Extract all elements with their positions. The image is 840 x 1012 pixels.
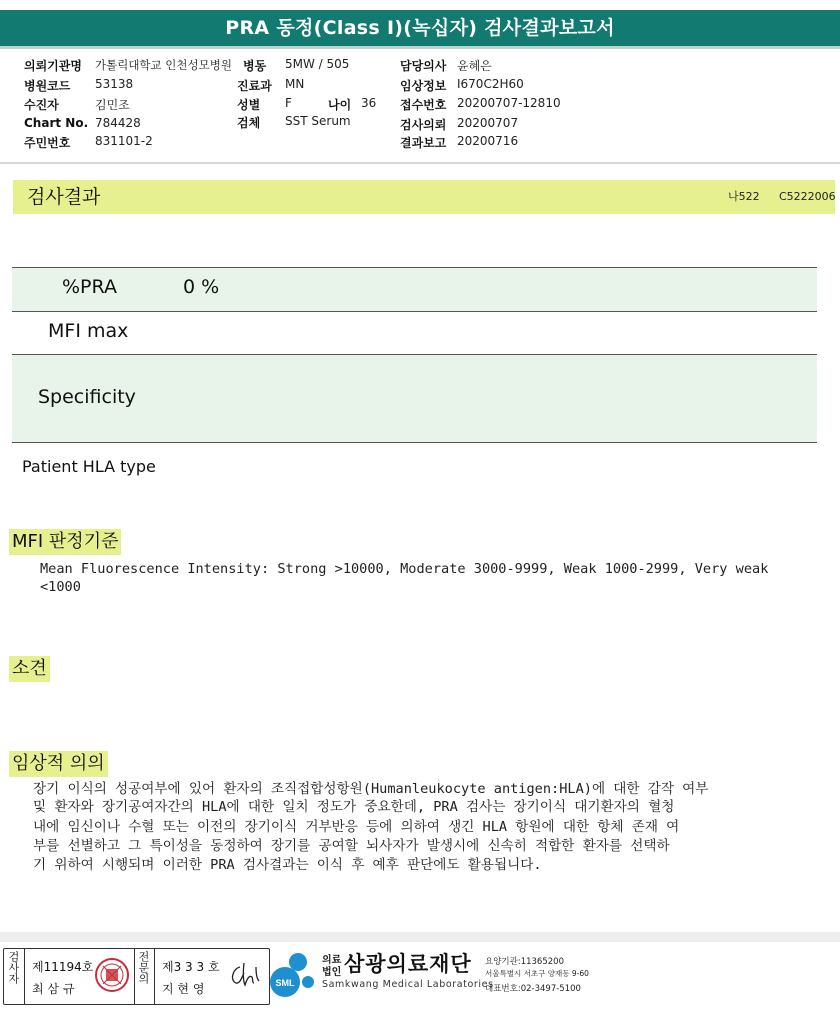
sml-logo-icon	[270, 948, 320, 1000]
request-value: 20200707	[457, 116, 519, 130]
clinical-significance-title: 임상적 의의	[9, 751, 108, 777]
mfi-criteria-title: MFI 판정기준	[9, 529, 121, 555]
examiner-name: 최 삼 규	[32, 982, 75, 996]
pra-value: 0 %	[183, 276, 220, 298]
footer-band	[0, 932, 840, 942]
significance-line: 기 위하여 시행되며 이러한 PRA 검사결과는 이식 후 예후 판단에도 활용됩니다.	[33, 857, 542, 873]
org-name: 삼광의료재단	[344, 952, 472, 976]
report-title: PRA 동정(Class I)(녹십자) 검사결과보고서	[225, 17, 615, 39]
patient-hla-label: Patient HLA type	[22, 457, 156, 476]
specialist-license-no: 제3 3 3 호	[162, 960, 220, 974]
sex-value: F	[285, 96, 292, 110]
result-code-2: C5222006	[779, 190, 836, 203]
rrn-value: 831101-2	[95, 134, 153, 148]
org-prefix-top: 의료	[322, 955, 342, 966]
significance-line: 부를 선별하고 그 특이성을 동정하여 장기를 공여할 뇌사자가 발생시에 신속히 적합한 환자를 선택하	[33, 838, 670, 854]
examiner-vertical-label: 검사자	[7, 951, 20, 984]
age-value: 36	[361, 96, 377, 110]
clinical-value: I670C2H60	[457, 77, 524, 91]
specimen-value: SST Serum	[285, 114, 351, 128]
significance-line: 및 환자와 장기공여자간의 HLA에 대한 일치 정도가 중요한데, PRA 검사는 장기이식 대기환자의 혈청	[33, 799, 675, 815]
reception-label: 접수번호	[400, 98, 447, 112]
hospcode-value: 53138	[95, 77, 134, 91]
signature-box	[3, 948, 270, 1005]
significance-line: 장기 이식의 성공여부에 있어 환자의 조직접합성항원(Humanleukocyte antigen:HLA)에 대한 감작 여부	[33, 781, 709, 797]
result-section-title: 검사결과	[27, 186, 101, 208]
report-date-value: 20200716	[457, 134, 519, 148]
age-label: 나이	[328, 98, 352, 112]
mfi-max-label: MFI max	[48, 320, 129, 342]
clinical-label: 임상정보	[400, 79, 447, 93]
dept-label: 진료과	[237, 79, 272, 93]
org-prefix-bottom: 법인	[322, 967, 342, 978]
specimen-label: 검체	[237, 116, 261, 130]
patient-value: 김민조	[95, 98, 130, 112]
findings-title: 소견	[9, 656, 50, 682]
care-institution-no: 요양기관:11365200	[485, 957, 564, 967]
ward-label: 병동	[243, 59, 267, 73]
doctor-value: 윤혜은	[457, 59, 492, 73]
signature-scribble-icon	[226, 959, 262, 991]
significance-line: 내에 임신이나 수혈 또는 이전의 장기이식 거부반응 등에 의하여 생긴 HLA 항원에 대한 항체 존재 여	[33, 819, 680, 835]
mfi-criteria-line-2: <1000	[40, 579, 81, 595]
chart-label: Chart No.	[24, 116, 89, 130]
pra-label: %PRA	[62, 276, 117, 298]
chart-value: 784428	[95, 116, 141, 130]
sign-divider	[154, 949, 155, 1004]
specialist-vertical-label: 전문의	[137, 951, 150, 984]
inst-value: 가톨릭대학교 인천성모병원	[95, 58, 232, 72]
header-divider	[0, 162, 840, 164]
result-section-banner	[13, 180, 835, 214]
request-label: 검사의뢰	[400, 118, 447, 132]
sign-divider	[134, 949, 135, 1004]
hospcode-label: 병원코드	[24, 79, 71, 93]
result-code-1: 나522	[728, 190, 760, 203]
seal-stamp-icon	[94, 957, 130, 993]
sign-divider	[24, 949, 25, 1004]
reception-value: 20200707-12810	[457, 96, 561, 110]
table-line	[12, 354, 817, 355]
examiner-license-no: 제11194호	[32, 960, 94, 974]
sex-label: 성별	[237, 98, 261, 112]
rrn-label: 주민번호	[24, 136, 71, 150]
title-divider	[0, 46, 840, 49]
patient-label: 수진자	[24, 98, 59, 112]
org-address: 서울특별시 서초구 양재동 9-60	[485, 969, 589, 978]
doctor-label: 담당의사	[400, 59, 447, 73]
dept-value: MN	[285, 77, 305, 91]
report-date-label: 결과보고	[400, 136, 447, 150]
logo-text: SML	[275, 978, 295, 988]
specificity-label: Specificity	[38, 386, 136, 408]
table-line	[12, 267, 817, 268]
inst-label: 의뢰기관명	[24, 59, 82, 73]
pra-row	[12, 268, 817, 311]
org-english-name: Samkwang Medical Laboratories	[322, 979, 494, 990]
report-title-bar	[0, 10, 840, 46]
org-phone: 대표번호:02-3497-5100	[485, 984, 581, 994]
ward-value: 5MW / 505	[285, 57, 350, 71]
mfi-criteria-line-1: Mean Fluorescence Intensity: Strong >10000, Moderate 3000-9999, Weak 1000-2999, Very weak	[40, 561, 769, 577]
table-line	[12, 311, 817, 312]
specialist-name: 지 현 영	[162, 982, 205, 996]
table-line	[12, 442, 817, 443]
